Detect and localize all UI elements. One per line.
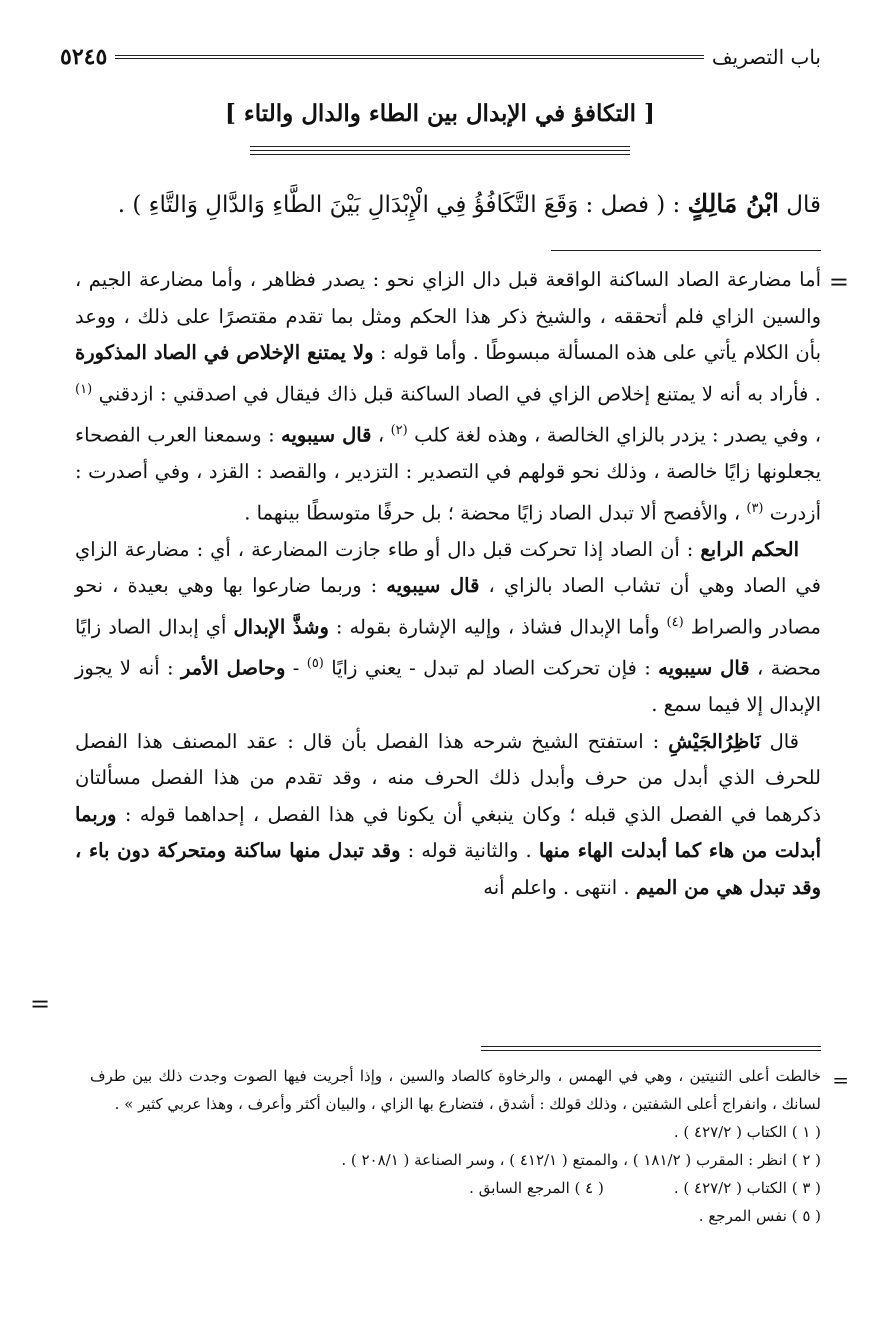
text: -	[292, 656, 300, 680]
text: : وسمعنا العرب الفصحاء يجعلونها زايًا خالصة ، وذلك نحو قولهم في التصدير : التزدير ، والقصد : القزد ، وفي أصدرت : أزدرت	[75, 423, 821, 525]
text: : أن الصاد إذا تحركت قبل دال أو طاء جازت المضارعة ، أي : مضارعة الزاي في الصاد وهي أن تشاب الصاد بالزاي ،	[75, 537, 821, 598]
author-name: نَاظِرُالجَيْشِ	[668, 729, 761, 753]
footnote-continued: خالطت أعلى الثنيتين ، وهي في الهمس ، والرخاوة كالصاد والسين ، وإذا أجريت فيها الصوت وجدت ذلك بين طرف لسانك ، وانفراج أعلى الشفتين ، وذلك قولك : أشدق ، فتضارع بها الزاي ، والبيان أكثر وأعرف ، وهذا عربي كثير » .	[90, 1067, 821, 1113]
header-rule	[115, 55, 704, 59]
bold-text: الحكم الرابع	[700, 537, 800, 561]
bold-text: قال سيبويه	[281, 423, 372, 447]
text: : وربما ضارعوا بها وهي بعيدة ، نحو مصادر والصراط	[75, 574, 822, 639]
footnote-ref: (٥)	[306, 655, 324, 671]
bold-text: وحاصل الأمر	[180, 656, 286, 680]
text: ،	[377, 423, 385, 447]
quoted-text	[58, 186, 821, 223]
text: : أنه لا يجوز الإبدال إلا فيما سمع .	[75, 656, 821, 717]
text: وأما الإبدال فشاذ ، وإليه الإشارة بقوله :	[335, 615, 660, 639]
section-title: [ التكافؤ في الإبدال بين الطاء والدال والتاء ]	[225, 100, 655, 127]
continuation-mark-top: =	[828, 268, 849, 296]
title-rules	[250, 146, 630, 158]
chapter-title: باب التصريف	[711, 45, 821, 69]
footnote-row	[90, 1174, 821, 1202]
quote-body: : ( فصل : وَقَعَ التَّكَافُؤُ فِي الْإِبْدَالِ بَيْنَ الطَّاءِ وَالدَّالِ وَالتَّاءِ ) .	[117, 192, 681, 218]
footnote-ref: (٤)	[666, 614, 684, 630]
text: . انتهى . واعلم أنه	[483, 876, 630, 899]
footnote-2: ( ٢ ) انظر : المقرب ( ١٨١/٢ ) ، والممتع ( ٤١٢/١ ) ، وسر الصناعة ( ٢٠٨/١ ) .	[341, 1151, 821, 1169]
footnote-ref: (١)	[75, 381, 93, 397]
commentary-text	[75, 262, 821, 907]
paragraph-1	[75, 262, 821, 532]
continuation-mark-bottom: =	[30, 990, 51, 1018]
text: : استفتح الشيخ شرحه هذا الفصل بأن قال : عقد المصنف هذا الفصل للحرف الذي أبدل من حرف وأبدل ذلك الحرف منه ، وقد تقدم من هذا الفصل مسألتان ذكرهما في الفصل الذي قبله ؛ وكان ينبغي أن يكونا في هذا الفصل ، إحداهما قوله :	[75, 729, 821, 826]
bold-text: وربما أبدلت من هاء كما أبدلت الهاء منها	[75, 802, 821, 863]
footnote-rules	[481, 1046, 821, 1054]
text: ، والأفصح ألا تبدل الصاد زايًا محضة ؛ بل حرفًا متوسطًا بينهما .	[244, 501, 741, 525]
footnote-ref: (٣)	[746, 500, 764, 516]
quote-lead: قال	[786, 192, 821, 218]
footnote-4: ( ٤ ) المرجع السابق .	[469, 1179, 604, 1197]
footnote-3: ( ٣ ) الكتاب ( ٤٢٧/٢ ) .	[673, 1179, 821, 1197]
text: ، وفي يصدر : يزدر بالزاي الخالصة ، وهذه لغة كلب	[414, 423, 821, 447]
separator-rule	[551, 250, 821, 251]
text: أما مضارعة الصاد الساكنة الواقعة قبل دال الزاي نحو : يصدر فظاهر ، وأما مضارعة الجيم ، والسين الزاي فلم أتحققه ، والشيخ ذكر هذا الحكم ومثل بما تقدم مقتصرًا على ذلك ، ووعد بأن الكلام يأتي على هذه المسألة مبسوطًا . وأما قوله :	[75, 268, 822, 365]
text: قال	[769, 729, 799, 753]
bold-text: وقد تبدل منها ساكنة ومتحركة دون باء ، وقد تبدل هي من الميم	[75, 839, 821, 899]
page-number: ٥٢٤٥	[60, 44, 108, 70]
bold-text: قال سيبويه	[658, 656, 750, 680]
footnotes	[90, 1062, 821, 1230]
footnote-5: ( ٥ ) نفس المرجع .	[698, 1207, 821, 1225]
bold-text: وشذَّ الإبدال	[233, 615, 329, 639]
running-header	[60, 40, 821, 74]
text: . والثانية قوله :	[407, 839, 532, 863]
bold-text: قال سيبويه	[386, 574, 480, 598]
footnote-1: ( ١ ) الكتاب ( ٤٢٧/٢ ) .	[673, 1123, 821, 1141]
text: : فإن تحركت الصاد لم تبدل - يعني زايًا	[331, 656, 651, 680]
footnote-continuation-mark: =	[832, 1068, 849, 1092]
bold-text: ولا يمتنع الإخلاص في الصاد المذكورة	[75, 341, 374, 365]
quote-author: ابْنُ مَالِكٍ	[687, 189, 779, 218]
footnote-ref: (٢)	[390, 422, 408, 438]
text: أي إبدال الصاد زايًا محضة ،	[75, 615, 822, 680]
text: . فأراد به أنه لا يمتنع إخلاص الزاي في الصاد الساكنة قبل ذاك فيقال في اصدقني : ازدقني	[98, 382, 821, 406]
paragraph-2	[75, 532, 821, 724]
paragraph-3	[75, 724, 821, 907]
